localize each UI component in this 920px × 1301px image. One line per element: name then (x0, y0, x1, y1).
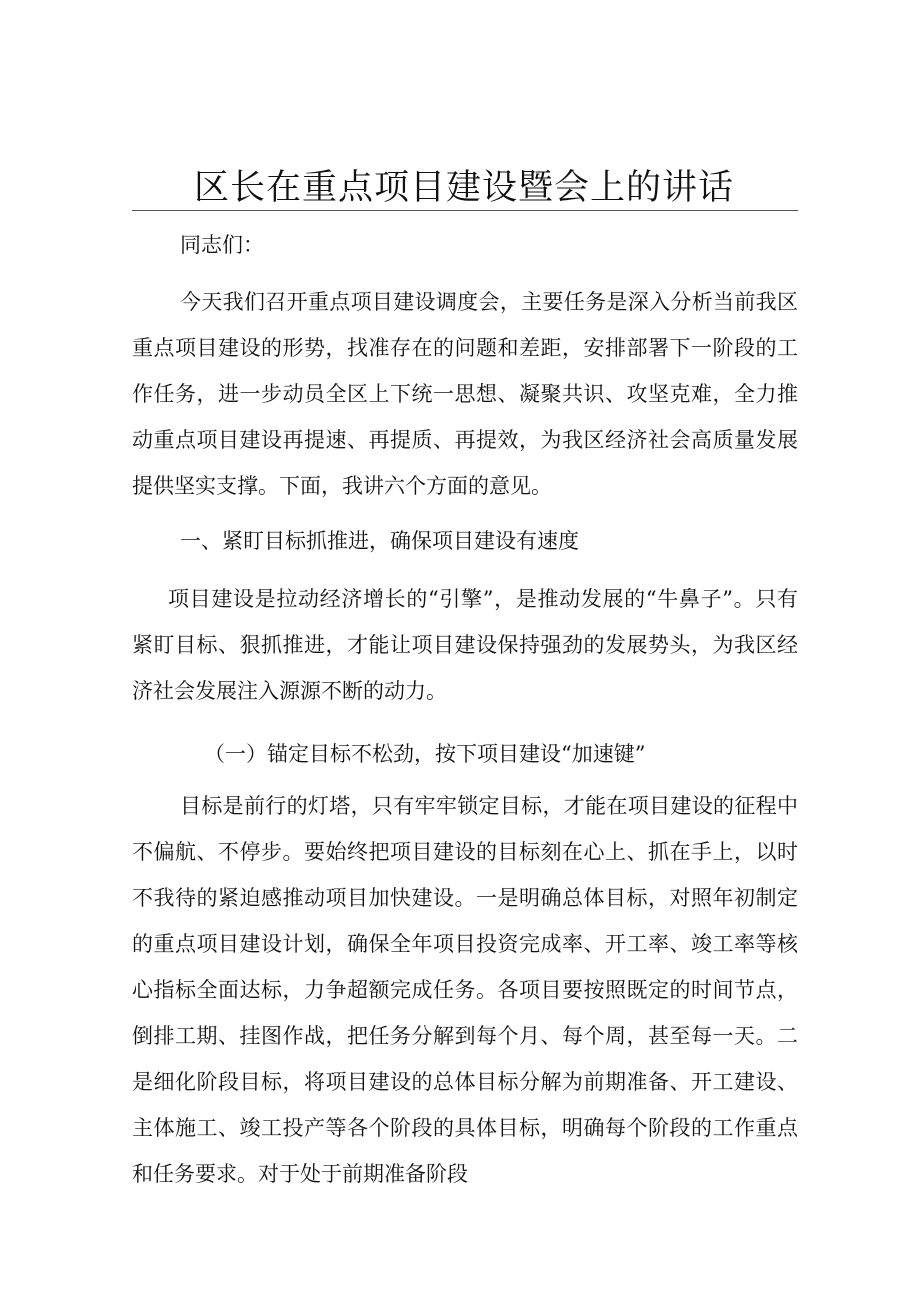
document-title: 区长在重点项目建设暨会上的讲话 (193, 168, 734, 208)
subsection-heading-1: （一）锚定目标不松劲，按下项目建设“加速键” (204, 742, 646, 766)
section-heading-1: 一、紧盯目标抓推进，确保项目建设有速度 (180, 529, 579, 553)
title-underline (132, 210, 798, 211)
salutation: 同志们： (180, 233, 264, 257)
paragraph-subsection-1: 目标是前行的灯塔，只有牢牢锁定目标，才能在项目建设的征程中不偏航、不停步。要始终把项目建设的目标刻在心上、抓在手上，以时不我待的紧迫感推动项目加快建设。一是明确总体目标，对照年初制定的重点项目建设计划，确保全年项目投资完成率、开工率、竣工率等核心指标全面达标，力争超额完成任务。各项目要按照既定的时间节点，倒排工期、挂图作战，把任务分解到每个月、每个周，甚至每一天。二是细化阶段目标，将项目建设的总体目标分解为前期准备、开工建设、主体施工、竣工投产等各个阶段的具体目标，明确每个阶段的工作重点和任务要求。对于处于前期准备阶段 (132, 794, 798, 1186)
paragraph-section-1: 项目建设是拉动经济增长的“引擎”，是推动发展的“牛鼻子”。只有紧盯目标、狠抓推进，才能让项目建设保持强劲的发展势头，为我区经济社会发展注入源源不断的动力。 (132, 587, 798, 703)
paragraph-intro: 今天我们召开重点项目建设调度会，主要任务是深入分析当前我区重点项目建设的形势，找准存在的问题和差距，安排部署下一阶段的工作任务，进一步动员全区上下统一思想、凝聚共识、攻坚克难，全力推动重点项目建设再提速、再提质、再提效，为我区经济社会高质量发展提供坚实支撑。下面，我讲六个方面的意见。 (132, 290, 798, 498)
